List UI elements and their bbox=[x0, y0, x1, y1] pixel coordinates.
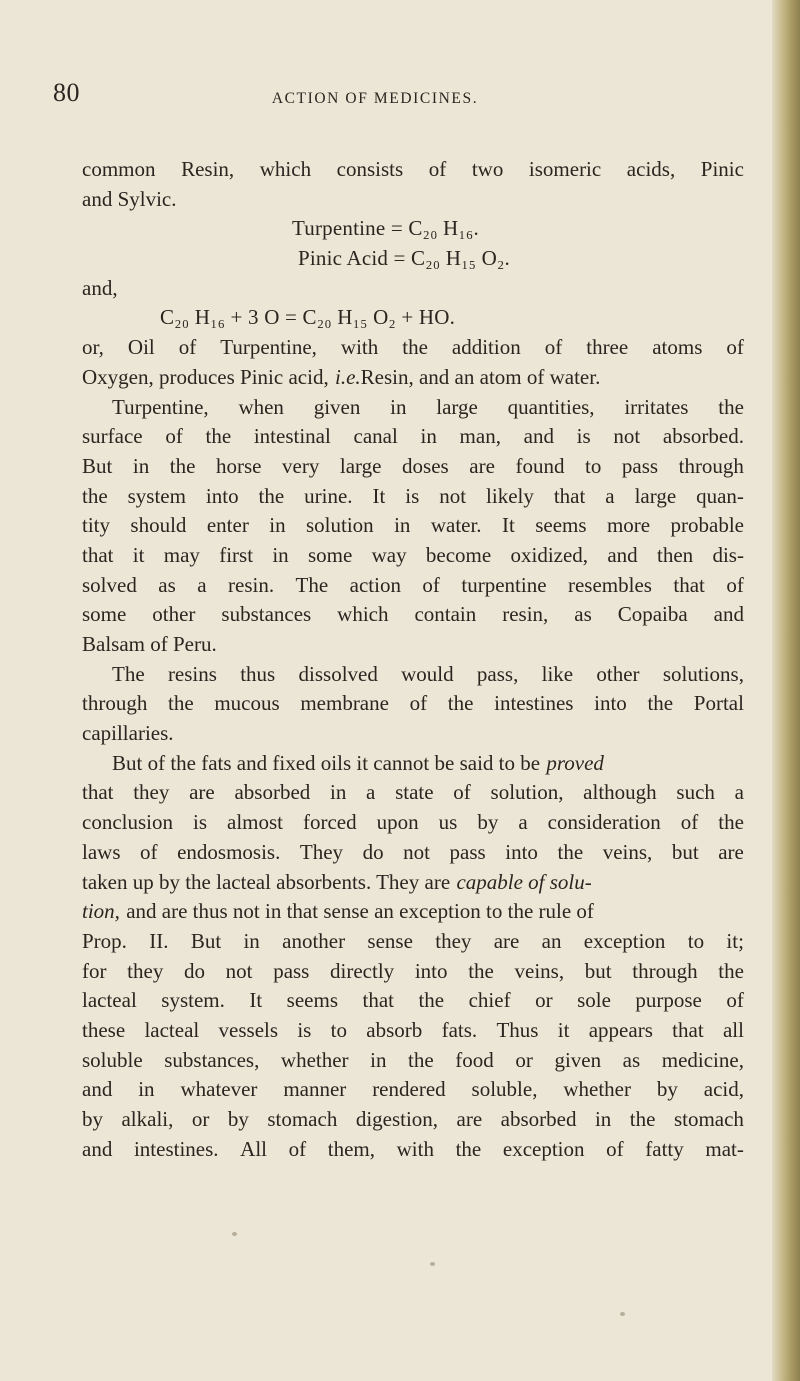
text-line: taken up by the lacteal absorbents. They are capable of solu- bbox=[82, 868, 744, 898]
word: very bbox=[282, 453, 320, 478]
text-line bbox=[82, 1016, 744, 1046]
word: do bbox=[184, 958, 205, 983]
word: although bbox=[583, 780, 657, 805]
word: stomach bbox=[267, 1107, 338, 1131]
word: through bbox=[632, 958, 698, 983]
paragraph-start bbox=[82, 393, 744, 423]
word: us bbox=[438, 810, 458, 835]
word: Portal bbox=[693, 691, 744, 716]
word: as bbox=[574, 602, 592, 627]
word: and bbox=[607, 542, 638, 567]
word: three bbox=[586, 335, 629, 360]
word: is bbox=[192, 810, 207, 835]
word: dis- bbox=[712, 542, 744, 567]
word: the bbox=[557, 839, 584, 864]
word: an bbox=[541, 928, 562, 953]
word: through bbox=[82, 691, 148, 716]
word: then bbox=[656, 542, 694, 567]
word: of bbox=[140, 839, 158, 864]
word: tity bbox=[82, 513, 111, 538]
word: or, bbox=[82, 335, 104, 360]
word: do bbox=[362, 839, 384, 864]
word: are bbox=[493, 928, 520, 953]
word: into bbox=[414, 958, 448, 983]
word: vessels bbox=[218, 1017, 279, 1042]
word: become bbox=[425, 542, 492, 567]
word: intestines. bbox=[133, 1136, 219, 1161]
word: of bbox=[422, 572, 440, 597]
word: Copaiba bbox=[617, 602, 688, 627]
word: exception bbox=[502, 1136, 585, 1161]
word: horse bbox=[215, 453, 262, 478]
word: may bbox=[163, 542, 200, 567]
word: almost bbox=[227, 810, 283, 835]
word: such bbox=[676, 780, 715, 805]
word: conclusion bbox=[82, 810, 173, 835]
word: state bbox=[395, 780, 434, 805]
word: sole bbox=[577, 988, 611, 1013]
word: It bbox=[249, 988, 263, 1013]
word: or bbox=[535, 988, 553, 1013]
word: But bbox=[190, 928, 222, 953]
word: other bbox=[596, 661, 640, 686]
text-line: and, bbox=[82, 275, 118, 300]
word: solution bbox=[305, 513, 374, 538]
word: soluble, bbox=[471, 1077, 538, 1102]
word: are bbox=[189, 780, 215, 805]
word: but bbox=[671, 839, 699, 864]
text-line: Oxygen, produces Pinic acid, i.e. Resin, and an atom of water. bbox=[82, 363, 744, 393]
word: that bbox=[82, 542, 114, 567]
word: and bbox=[82, 1136, 113, 1161]
word: II. bbox=[149, 928, 169, 953]
word: the bbox=[455, 1136, 482, 1161]
word: that bbox=[82, 780, 114, 805]
italic-capable: capable of solu- bbox=[456, 869, 592, 894]
word: they bbox=[133, 780, 170, 805]
word: it bbox=[132, 542, 145, 567]
text-line bbox=[82, 452, 744, 482]
word: as bbox=[622, 1047, 641, 1072]
word: large bbox=[436, 394, 478, 419]
paper-speck bbox=[430, 1262, 435, 1266]
word: lacteal bbox=[82, 988, 137, 1013]
word: are bbox=[469, 453, 495, 478]
word: doses bbox=[402, 453, 449, 478]
word: Prop. bbox=[82, 928, 127, 953]
word: are bbox=[456, 1107, 483, 1131]
word: given bbox=[313, 394, 361, 419]
word: way bbox=[371, 542, 407, 567]
word: to bbox=[330, 1017, 347, 1042]
word: in bbox=[390, 394, 407, 419]
word: into bbox=[505, 839, 538, 864]
word: by bbox=[656, 1077, 678, 1102]
word: substances bbox=[221, 602, 312, 627]
text-line bbox=[82, 511, 744, 541]
word: pass bbox=[273, 958, 310, 983]
word: the bbox=[418, 988, 445, 1013]
word: a bbox=[605, 483, 615, 508]
word: the bbox=[402, 335, 428, 360]
word: they bbox=[127, 958, 164, 983]
word: Turpentine, bbox=[220, 335, 317, 360]
word: addition bbox=[451, 335, 521, 360]
word: mucous bbox=[214, 691, 280, 716]
page-number: 80 bbox=[53, 78, 80, 107]
word: a bbox=[734, 780, 744, 805]
word: of bbox=[165, 424, 183, 449]
word: through bbox=[678, 453, 744, 478]
word: by bbox=[82, 1107, 103, 1131]
word: contain bbox=[414, 602, 477, 627]
word: water. bbox=[430, 513, 482, 538]
word: a bbox=[366, 780, 376, 805]
word: pass bbox=[449, 839, 486, 864]
word: veins, bbox=[514, 958, 565, 983]
word: the bbox=[205, 424, 232, 449]
italic-ie: i.e. bbox=[335, 364, 361, 389]
formula-reaction: C₂₀ H₁₆ + 3 O = C₂₀ H₁₅ O₂ + HO. bbox=[160, 305, 456, 330]
text-line bbox=[82, 571, 744, 601]
word: system bbox=[127, 483, 186, 508]
word: found bbox=[515, 453, 565, 478]
italic-tion: tion, bbox=[82, 899, 120, 924]
word: The bbox=[112, 661, 145, 686]
word: urine. bbox=[304, 483, 353, 508]
word: that bbox=[362, 988, 394, 1013]
word: of bbox=[453, 780, 471, 805]
paper-speck bbox=[232, 1232, 237, 1236]
word: of bbox=[409, 691, 428, 716]
word: rendered bbox=[372, 1077, 446, 1102]
text-line bbox=[82, 808, 744, 838]
word: the bbox=[718, 810, 744, 835]
word: or bbox=[191, 1107, 210, 1131]
word: acid, bbox=[703, 1077, 744, 1102]
word: digestion, bbox=[355, 1107, 439, 1131]
word: all bbox=[722, 1017, 744, 1042]
word: intestines bbox=[494, 691, 574, 716]
word: whether bbox=[563, 1077, 631, 1102]
word: into bbox=[594, 691, 627, 716]
text-line bbox=[82, 1135, 744, 1165]
word: whatever bbox=[180, 1077, 258, 1102]
word: with bbox=[396, 1136, 434, 1161]
word: consideration bbox=[547, 810, 661, 835]
formula-pinic-acid: Pinic Acid = C₂₀ H₁₅ O₂. bbox=[298, 246, 510, 271]
word: stomach bbox=[673, 1107, 744, 1131]
word: veins, bbox=[602, 839, 653, 864]
word: the bbox=[647, 691, 674, 716]
word: the bbox=[629, 1107, 656, 1131]
word: by bbox=[227, 1107, 249, 1131]
word: atoms bbox=[652, 335, 703, 360]
word: is bbox=[405, 483, 420, 508]
text-line bbox=[82, 600, 744, 630]
word: large bbox=[634, 483, 677, 508]
word: for bbox=[82, 958, 107, 983]
word: resins bbox=[167, 661, 217, 686]
word: of bbox=[178, 335, 197, 360]
word: lacteal bbox=[144, 1017, 200, 1042]
word: is bbox=[576, 424, 591, 449]
word: absorbed bbox=[234, 780, 311, 805]
word: not bbox=[613, 424, 641, 449]
word: they bbox=[435, 928, 472, 953]
word: in bbox=[272, 542, 289, 567]
word: the bbox=[168, 691, 194, 716]
word: and bbox=[523, 424, 554, 449]
word: likely bbox=[486, 483, 534, 508]
word: solution, bbox=[490, 780, 564, 805]
word: of bbox=[288, 1136, 307, 1161]
word: acids, bbox=[626, 157, 676, 181]
word: alkali, bbox=[121, 1107, 174, 1131]
word: substances, bbox=[164, 1047, 260, 1072]
word: like bbox=[541, 661, 574, 686]
word: Turpentine, bbox=[112, 394, 209, 419]
word: a bbox=[518, 810, 528, 835]
word: in bbox=[269, 513, 286, 538]
word: action bbox=[349, 572, 401, 597]
word: into bbox=[205, 483, 239, 508]
word: but bbox=[584, 958, 612, 983]
word: of bbox=[428, 157, 447, 181]
word: in bbox=[420, 424, 437, 449]
paragraph-start: But of the fats and fixed oils it cannot be said to be proved bbox=[82, 749, 744, 779]
word: of bbox=[726, 988, 744, 1013]
word: the bbox=[718, 394, 744, 419]
word: resin, bbox=[502, 602, 549, 627]
word: not bbox=[403, 839, 430, 864]
word: fatty bbox=[645, 1136, 684, 1161]
word: exception bbox=[583, 928, 666, 953]
word: and bbox=[713, 602, 744, 627]
text-line bbox=[82, 422, 744, 452]
word: the bbox=[718, 958, 744, 983]
word: forced bbox=[303, 810, 357, 835]
word: it bbox=[557, 1017, 570, 1042]
text-line: tion, and are thus not in that sense an exception to the rule of bbox=[82, 897, 744, 927]
word: some bbox=[307, 542, 353, 567]
running-head: ACTION OF MEDICINES. bbox=[271, 90, 479, 107]
word: large bbox=[339, 453, 382, 478]
word: endosmosis. bbox=[177, 839, 281, 864]
word: intestinal bbox=[253, 424, 331, 449]
word: in bbox=[329, 780, 347, 805]
word: and bbox=[82, 1077, 113, 1102]
word: seems bbox=[286, 988, 338, 1013]
text-line: Balsam of Peru. bbox=[82, 632, 217, 656]
word: to bbox=[585, 453, 602, 478]
word: of bbox=[726, 572, 744, 597]
word: manner bbox=[283, 1077, 347, 1102]
word: chief bbox=[468, 988, 511, 1013]
word: in bbox=[132, 453, 150, 478]
word: common bbox=[82, 157, 156, 181]
word: fats. bbox=[441, 1017, 478, 1042]
text-line: capillaries. bbox=[82, 721, 174, 746]
word: surface bbox=[82, 424, 143, 449]
word: oxidized, bbox=[510, 542, 589, 567]
word: The bbox=[295, 572, 329, 597]
paper-speck bbox=[620, 1312, 625, 1316]
word: probable bbox=[670, 513, 744, 538]
word: of bbox=[680, 810, 699, 835]
word: sense bbox=[367, 928, 413, 953]
word: consists bbox=[336, 157, 404, 181]
word: isomeric bbox=[528, 157, 602, 181]
word: thus bbox=[240, 661, 276, 686]
word: first bbox=[219, 542, 254, 567]
formula-turpentine: Turpentine = C₂₀ H₁₆. bbox=[292, 216, 479, 241]
word: to bbox=[687, 928, 705, 953]
word: turpentine bbox=[461, 572, 547, 597]
word: system. bbox=[161, 988, 225, 1013]
word: quan- bbox=[696, 483, 744, 508]
word: upon bbox=[376, 810, 419, 835]
text-line bbox=[82, 1075, 744, 1105]
word: with bbox=[340, 335, 379, 360]
word: Thus bbox=[496, 1017, 539, 1042]
text-line bbox=[82, 927, 744, 957]
word: soluble bbox=[82, 1047, 143, 1072]
word: pass bbox=[621, 453, 659, 478]
text-line bbox=[82, 1046, 744, 1076]
word: mat- bbox=[705, 1136, 744, 1161]
text-line bbox=[82, 838, 744, 868]
word: the bbox=[408, 1047, 434, 1072]
word: the bbox=[258, 483, 285, 508]
word: some bbox=[82, 602, 127, 627]
word: All bbox=[240, 1136, 267, 1161]
word: quantities, bbox=[507, 394, 595, 419]
italic-proved: proved bbox=[546, 750, 604, 775]
word: or bbox=[515, 1047, 533, 1072]
word: it; bbox=[726, 928, 744, 953]
word: absorb bbox=[366, 1017, 423, 1042]
word: in bbox=[594, 1107, 612, 1131]
word: resembles bbox=[567, 572, 652, 597]
word: would bbox=[401, 661, 454, 686]
word: Pinic bbox=[700, 157, 744, 181]
paragraph-start bbox=[82, 660, 744, 690]
word: seems bbox=[535, 513, 587, 538]
text-line bbox=[82, 778, 744, 808]
text-line bbox=[82, 957, 744, 987]
word: another bbox=[282, 928, 346, 953]
word: It bbox=[501, 513, 515, 538]
word: It bbox=[372, 483, 386, 508]
word: resin. bbox=[228, 572, 275, 597]
word: more bbox=[606, 513, 651, 538]
word: of bbox=[544, 335, 563, 360]
word: man, bbox=[459, 424, 501, 449]
word: in bbox=[394, 513, 411, 538]
word: that bbox=[673, 572, 705, 597]
word: other bbox=[152, 602, 196, 627]
word: purpose bbox=[635, 988, 702, 1013]
word: of bbox=[606, 1136, 624, 1161]
word: that bbox=[553, 483, 586, 508]
word: They bbox=[299, 839, 344, 864]
word: which bbox=[259, 157, 312, 181]
word: that bbox=[672, 1017, 704, 1042]
word: should bbox=[130, 513, 187, 538]
word: are bbox=[718, 839, 744, 864]
text-line bbox=[82, 986, 744, 1016]
word: not bbox=[439, 483, 467, 508]
text-line bbox=[82, 541, 744, 571]
page-edge bbox=[772, 0, 800, 1381]
word: given bbox=[554, 1047, 602, 1072]
word: when bbox=[238, 394, 284, 419]
word: whether bbox=[280, 1047, 349, 1072]
word: medicine, bbox=[661, 1047, 744, 1072]
word: these bbox=[82, 1017, 126, 1042]
word: the bbox=[82, 483, 108, 508]
word: the bbox=[468, 958, 494, 983]
word: absorbed bbox=[500, 1107, 577, 1131]
word: which bbox=[337, 602, 389, 627]
word: in bbox=[370, 1047, 387, 1072]
word: Oil bbox=[127, 335, 155, 360]
text-line bbox=[82, 689, 744, 719]
word: pass, bbox=[476, 661, 519, 686]
word: enter bbox=[206, 513, 249, 538]
word: is bbox=[297, 1017, 312, 1042]
word: the bbox=[169, 453, 196, 478]
word: them, bbox=[327, 1136, 375, 1161]
text-line bbox=[82, 1105, 744, 1135]
word: dissolved bbox=[298, 661, 378, 686]
word: directly bbox=[330, 958, 395, 983]
word: membrane bbox=[300, 691, 389, 716]
word: in bbox=[138, 1077, 155, 1102]
word: canal bbox=[353, 424, 398, 449]
word: solved bbox=[82, 572, 137, 597]
word: Resin, bbox=[181, 157, 235, 181]
text-line: and Sylvic. bbox=[82, 186, 177, 211]
word: in bbox=[243, 928, 260, 953]
word: food bbox=[455, 1047, 494, 1072]
word: not bbox=[225, 958, 253, 983]
word: as bbox=[158, 572, 176, 597]
text-line bbox=[82, 333, 744, 363]
word: the bbox=[447, 691, 474, 716]
word: by bbox=[477, 810, 499, 835]
word: of bbox=[726, 335, 744, 360]
word: irritates bbox=[624, 394, 689, 419]
word: absorbed. bbox=[662, 424, 744, 449]
word: But bbox=[82, 453, 113, 478]
word: solutions, bbox=[662, 661, 744, 686]
word: appears bbox=[588, 1017, 653, 1042]
text-line bbox=[82, 482, 744, 512]
body-text bbox=[82, 155, 744, 1164]
word: laws bbox=[82, 839, 121, 864]
word: two bbox=[471, 157, 504, 181]
word: a bbox=[197, 572, 207, 597]
text-line bbox=[82, 155, 744, 185]
